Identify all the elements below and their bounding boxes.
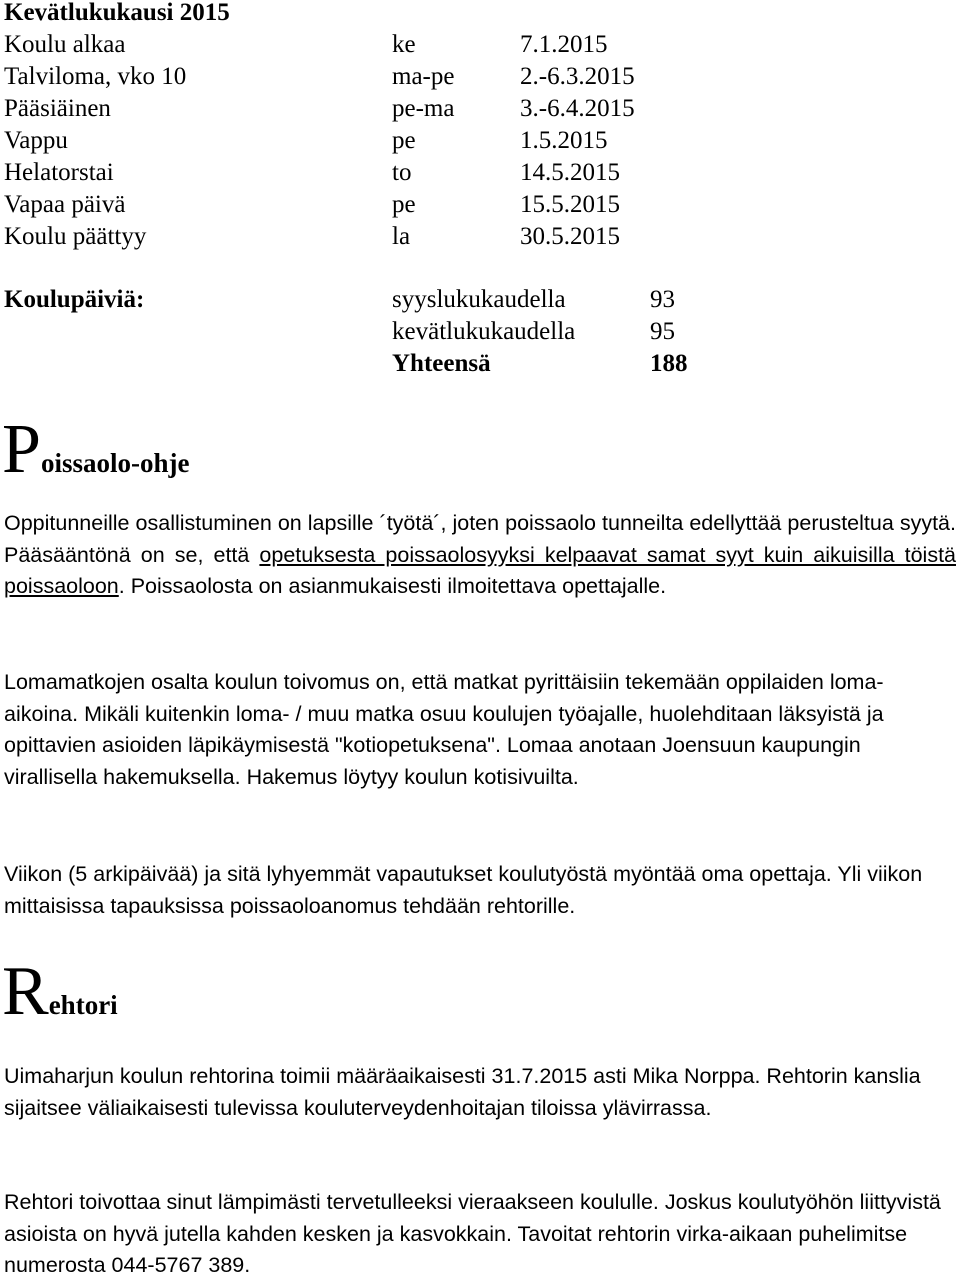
event-name: Koulu alkaa xyxy=(4,31,126,58)
event-name: Talviloma, vko 10 xyxy=(4,63,187,90)
schooldays-total-row xyxy=(0,348,960,380)
event-name: Vapaa päivä xyxy=(4,191,126,218)
schooldays-label: Koulupäiviä: xyxy=(4,286,145,313)
event-day: to xyxy=(392,159,412,186)
schooldays-name: syyslukukaudella xyxy=(392,286,566,313)
schooldays-total-label: Yhteensä xyxy=(392,350,491,377)
calendar-row xyxy=(0,125,960,157)
event-day: pe xyxy=(392,191,416,218)
event-day: la xyxy=(392,223,411,250)
schooldays-name: kevätlukukaudella xyxy=(392,318,576,345)
event-date: 30.5.2015 xyxy=(520,223,620,250)
event-name: Koulu päättyy xyxy=(4,223,147,250)
absence-p1-start: Oppitunneille osallistuminen on lapsille ´työtä´, joten poissaolo tunneilta edellyttää perusteltua syytä. Pääsääntönä on se, että xyxy=(4,511,956,567)
absence-heading-rest: oissaolo-ohje xyxy=(40,448,190,478)
schooldays-value: 93 xyxy=(650,286,675,313)
event-name: Helatorstai xyxy=(4,159,114,186)
absence-heading-initial: P xyxy=(2,411,41,488)
principal-heading-rest: ehtori xyxy=(48,990,118,1020)
calendar-row xyxy=(0,221,960,253)
principal-heading-initial: R xyxy=(2,953,49,1030)
event-date: 1.5.2015 xyxy=(520,127,608,154)
event-day: ma-pe xyxy=(392,63,455,90)
calendar-row xyxy=(0,189,960,221)
absence-paragraph-2: Lomamatkojen osalta koulun toivomus on, että matkat pyrittäisiin tekemään oppilaiden loma-aikoina. Mikäli kuitenkin loma- / muu matka osuu koulujen työajalle, huolehditaan läksyistä ja opittavien asioiden läpikäymisestä "kotiopetuksena". Lomaa anotaan Joensuun kaupungin virallisella hakemuksella. Hakemus löytyy koulun kotisivuilta. xyxy=(4,670,884,789)
event-date: 2.-6.3.2015 xyxy=(520,63,635,90)
principal-paragraph-2: Rehtori toivottaa sinut lämpimästi tervetulleeksi vieraakseen koululle. Joskus koulutyöhön liittyvistä asioista on hyvä jutella kahden kesken ja kasvokkain. Tavoitat rehtorin virka-aikaan puhelimitse numerosta 044-5767 389. xyxy=(4,1190,941,1277)
event-day: pe-ma xyxy=(392,95,455,122)
schooldays-total-value: 188 xyxy=(650,350,688,377)
event-day: ke xyxy=(392,31,416,58)
principal-paragraph-1: Uimaharjun koulun rehtorina toimii määräaikaisesti 31.7.2015 asti Mika Norppa. Rehtorin kanslia sijaitsee väliaikaisesti tulevissa kouluterveydenhoitajan tiloissa ylävirrassa. xyxy=(4,1064,921,1120)
absence-p1-underlined: opetuksesta poissaolosyyksi kelpaavat samat syyt kuin aikuisilla töistä poissaoloon xyxy=(4,542,956,598)
absence-heading xyxy=(2,411,190,488)
calendar-row xyxy=(0,61,960,93)
schooldays-row xyxy=(0,316,960,348)
calendar-row xyxy=(0,29,960,61)
event-date: 3.-6.4.2015 xyxy=(520,95,635,122)
calendar-row xyxy=(0,157,960,189)
event-name: Vappu xyxy=(4,127,68,154)
schooldays-value: 95 xyxy=(650,318,675,345)
schooldays-row xyxy=(0,284,960,316)
event-date: 7.1.2015 xyxy=(520,31,608,58)
event-day: pe xyxy=(392,127,416,154)
principal-heading xyxy=(2,953,118,1030)
absence-paragraph-1 xyxy=(4,508,956,603)
calendar-title: Kevätlukukausi 2015 xyxy=(4,0,230,26)
absence-paragraph-3: Viikon (5 arkipäivää) ja sitä lyhyemmät vapautukset koulutyöstä myöntää oma opettaja. Yli viikon mittaisissa tapauksissa poissaoloanomus tehdään rehtorille. xyxy=(4,862,923,918)
absence-p1-end: . Poissaolosta on asianmukaisesti ilmoitettava opettajalle. xyxy=(118,574,667,598)
event-name: Pääsiäinen xyxy=(4,95,111,122)
calendar-row xyxy=(0,93,960,125)
event-date: 14.5.2015 xyxy=(520,159,620,186)
event-date: 15.5.2015 xyxy=(520,191,620,218)
